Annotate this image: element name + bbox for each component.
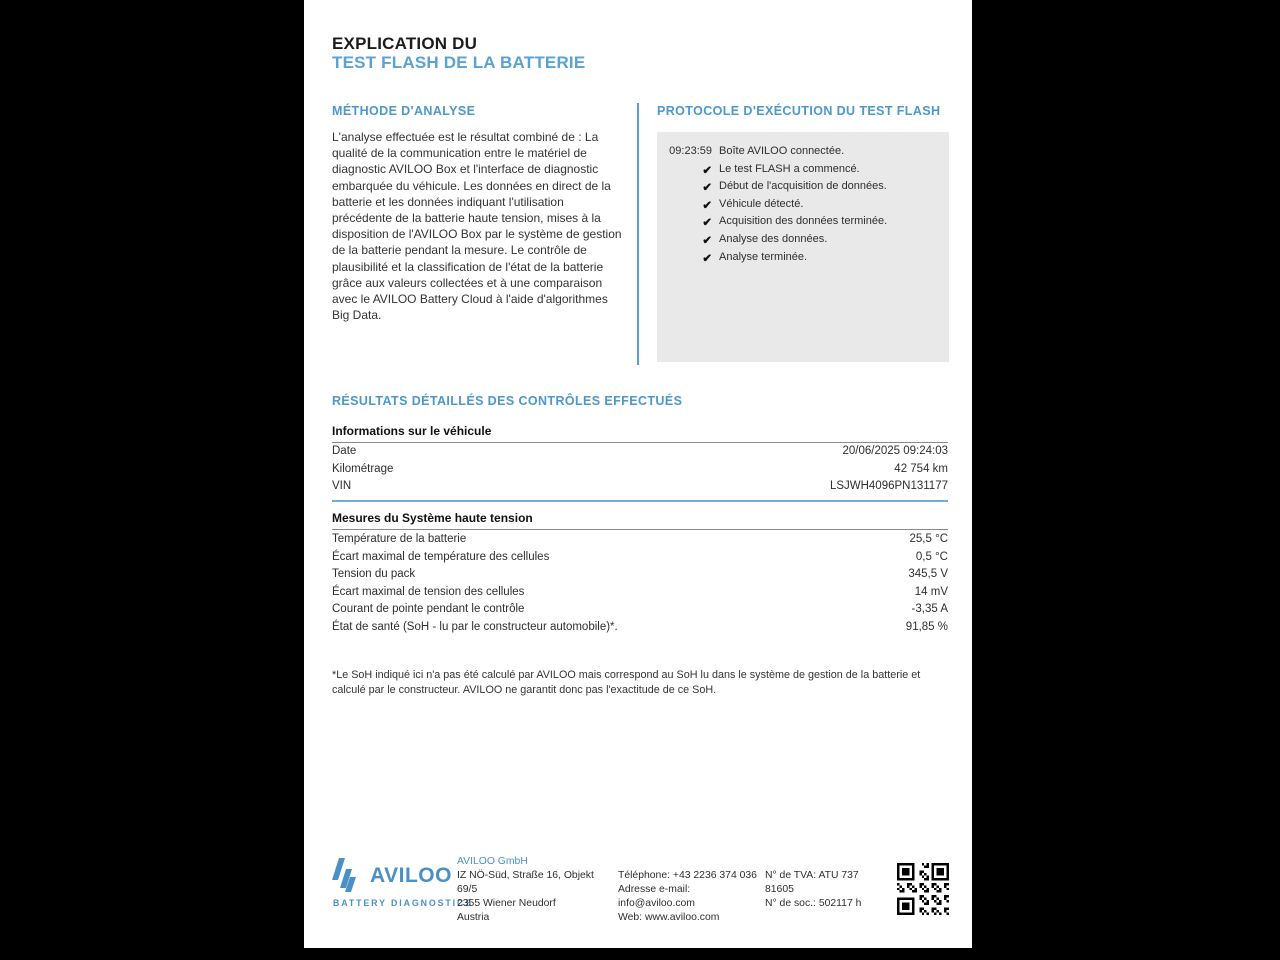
- footer-contact-block: [618, 869, 768, 925]
- soh-footnote: *Le SoH indiqué ici n'a pas été calculé par AVILOO mais correspond au SoH lu dans le système de gestion de la batterie et calculé par le constructeur. AVILOO ne garantit donc pas l'exactitude de ce SoH.: [332, 669, 921, 696]
- table-row: [332, 551, 948, 569]
- column-divider: [637, 103, 639, 365]
- step-text: Véhicule détecté.: [719, 197, 804, 210]
- row-label: Date: [332, 445, 357, 457]
- table-row: [332, 603, 948, 621]
- protocol-step: [657, 145, 949, 163]
- row-label: Écart maximal de température des cellules: [332, 550, 550, 563]
- hv-measures-heading: Mesures du Système haute tension: [332, 511, 948, 530]
- protocol-step: [657, 233, 949, 251]
- company-name: AVILOO GmbH: [457, 856, 528, 867]
- qr-code: [897, 863, 949, 915]
- company-address-line: Austria: [457, 912, 490, 923]
- company-address-line: IZ NÖ-Süd, Straße 16, Objekt 69/5: [457, 870, 594, 895]
- check-icon: ✔: [702, 252, 712, 265]
- protocol-step: [657, 180, 949, 198]
- report-title-line2: TEST FLASH DE LA BATTERIE: [332, 53, 586, 72]
- row-value: 0,5 °C: [915, 550, 948, 563]
- step-text: Analyse terminée.: [719, 250, 808, 263]
- table-row: [332, 621, 948, 639]
- phone-text: Téléphone: +43 2236 374 036: [618, 870, 757, 881]
- step-time: 09:23:59: [669, 145, 712, 157]
- email-label: Adresse e-mail:: [618, 884, 691, 895]
- row-label: État de santé (SoH - lu par le constructeur automobile)*.: [332, 620, 618, 633]
- aviloo-tagline: BATTERY DIAGNOSTICS: [333, 898, 474, 908]
- row-value: 42 754 km: [894, 462, 948, 475]
- protocol-section-heading: PROTOCOLE D'EXÉCUTION DU TEST FLASH: [657, 104, 941, 118]
- check-icon: ✔: [702, 217, 712, 230]
- row-value: LSJWH4096PN131177: [829, 480, 948, 493]
- row-label: VIN: [332, 480, 352, 493]
- footer-company-block: [457, 855, 615, 925]
- row-value: -3,35 A: [911, 603, 948, 616]
- check-icon: ✔: [702, 164, 712, 177]
- row-label: Température de la batterie: [332, 533, 467, 545]
- row-label: Tension du pack: [332, 568, 416, 581]
- table-row: [332, 586, 948, 604]
- row-label: Écart maximal de tension des cellules: [332, 585, 525, 598]
- table-row: [332, 445, 948, 463]
- check-icon: ✔: [702, 234, 712, 247]
- table-row: [332, 463, 948, 481]
- aviloo-wordmark: AVILOO: [370, 864, 452, 887]
- step-text: Acquisition des données terminée.: [719, 215, 888, 228]
- step-text: Le test FLASH a commencé.: [719, 162, 860, 175]
- row-value: 91,85 %: [905, 620, 948, 633]
- step-text: Analyse des données.: [719, 232, 828, 245]
- protocol-step: [657, 198, 949, 216]
- protocol-log-box: [657, 132, 949, 362]
- hv-measures-table: [332, 533, 948, 639]
- vehicle-info-heading: Informations sur le véhicule: [332, 424, 948, 443]
- registration-number: N° de soc.: 502117 h: [765, 898, 862, 909]
- protocol-step: [657, 163, 949, 181]
- table-row: [332, 568, 948, 586]
- row-value: 20/06/2025 09:24:03: [842, 445, 948, 457]
- report-title-line1: EXPLICATION DU: [332, 34, 478, 53]
- table-row: [332, 533, 948, 551]
- table-row: [332, 480, 948, 498]
- vehicle-info-table: [332, 445, 948, 498]
- step-text: Boîte AVILOO connectée.: [719, 145, 845, 157]
- footer-legal-block: [765, 869, 871, 911]
- step-text: Début de l'acquisition de données.: [719, 180, 887, 193]
- check-icon: ✔: [702, 199, 712, 212]
- row-value: 25,5 °C: [909, 533, 948, 545]
- report-page: [304, 0, 972, 948]
- protocol-step: [657, 215, 949, 233]
- vat-number: N° de TVA: ATU 737 81605: [765, 870, 859, 895]
- aviloo-logo-icon: [332, 858, 368, 897]
- row-label: Kilométrage: [332, 462, 394, 475]
- section-separator: [332, 500, 948, 502]
- row-value: 345,5 V: [908, 568, 948, 581]
- email-text: info@aviloo.com: [618, 898, 695, 909]
- method-body-text: L'analyse effectuée est le résultat combiné de : La qualité de la communication entre le matériel de diagnostic AVILOO Box et l'interface de diagnostic embarquée du véhicule. Les données en direct de la batterie et les données indiquant l'utilisation précédente de la batterie haute tension, mises à la disposition de l'AVILOO Box par le système de gestion de la batterie pendant la mesure. Le contrôle de plausibilité et la classification de l'état de la batterie grâce aux valeurs collectées et à une comparaison avec le AVILOO Battery Cloud à l'aide d'algorithmes Big Data.: [332, 130, 622, 323]
- row-label: Courant de pointe pendant le contrôle: [332, 603, 525, 616]
- method-section-heading: MÉTHODE D'ANALYSE: [332, 104, 476, 118]
- web-text: Web: www.aviloo.com: [618, 912, 720, 923]
- protocol-step: [657, 251, 949, 269]
- row-value: 14 mV: [914, 585, 948, 598]
- check-icon: ✔: [702, 182, 712, 195]
- company-address-line: 2355 Wiener Neudorf: [457, 898, 556, 909]
- results-section-heading: RÉSULTATS DÉTAILLÉS DES CONTRÔLES EFFECTUÉS: [332, 394, 683, 408]
